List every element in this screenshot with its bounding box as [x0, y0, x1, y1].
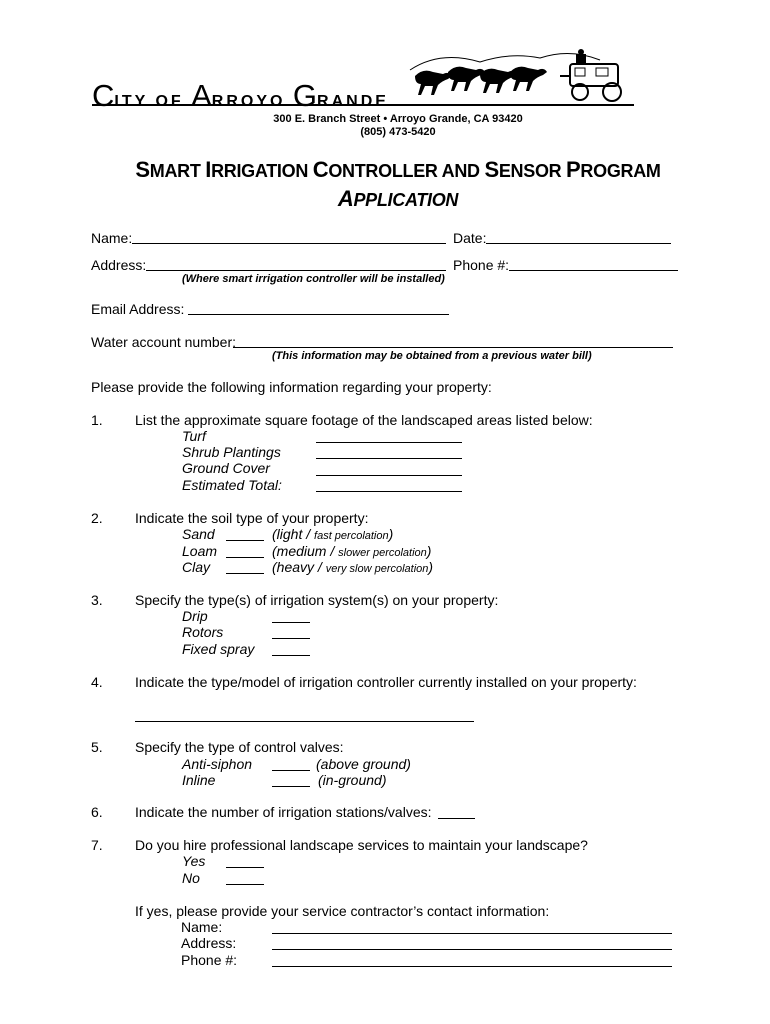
q6-text: Indicate the number of irrigation stations/valves: — [135, 804, 432, 820]
q7-no-label: No — [182, 870, 200, 886]
contractor-address-field[interactable] — [272, 949, 672, 950]
q5-antisiphon-field[interactable] — [272, 770, 310, 771]
name-field[interactable] — [132, 243, 446, 244]
water-account-field[interactable] — [233, 347, 673, 348]
q7-followup-text: If yes, please provide your service contractor’s contact information: — [135, 903, 550, 919]
date-label: Date: — [453, 230, 487, 246]
water-account-label: Water account number: — [91, 334, 236, 350]
q1-item-groundcover: Ground Cover — [182, 460, 270, 476]
q6-number: 6. — [91, 804, 103, 820]
q2-loam-field[interactable] — [226, 557, 264, 558]
q6-stations-field[interactable] — [438, 818, 475, 819]
q5-inline-field[interactable] — [272, 786, 310, 787]
q5-number: 5. — [91, 739, 103, 755]
q7-number: 7. — [91, 837, 103, 853]
stagecoach-horses-logo — [400, 48, 640, 106]
q5-inline-note: (in-ground) — [318, 772, 387, 788]
q1-item-shrub: Shrub Plantings — [182, 444, 281, 460]
contractor-name-field[interactable] — [272, 933, 672, 934]
q2-sand-field[interactable] — [226, 540, 264, 541]
grande-word: RANDE — [317, 93, 389, 110]
address-field[interactable] — [146, 270, 446, 271]
water-account-note: (This information may be obtained from a previous water bill) — [272, 350, 592, 362]
q3-rotors-label: Rotors — [182, 624, 224, 640]
q4-controller-field[interactable] — [135, 721, 474, 722]
arroyo-initial: A — [191, 78, 212, 113]
grande-initial: G — [292, 78, 318, 113]
contractor-phone-field[interactable] — [272, 966, 672, 967]
q2-clay-field[interactable] — [226, 573, 264, 574]
q5-inline-label: Inline — [182, 772, 216, 788]
q5-antisiphon-label: Anti-siphon — [182, 756, 253, 772]
q2-text: Indicate the soil type of your property: — [135, 510, 369, 526]
q1-item-turf: Turf — [182, 428, 206, 444]
contractor-name-label: Name: — [181, 919, 223, 935]
q2-number: 2. — [91, 510, 103, 526]
q5-text: Specify the type of control valves: — [135, 739, 344, 755]
form-title: SMART IRRIGATION CONTROLLER AND SENSOR PROGRAM — [135, 157, 661, 182]
email-label: Email Address: — [91, 301, 185, 317]
city-address: 300 E. Branch Street • Arroyo Grande, CA 93420 — [273, 113, 523, 125]
q2-loam-label: Loam — [182, 543, 218, 559]
address-note: (Where smart irrigation controller will be installed) — [182, 273, 445, 285]
city-word: ITY OF — [114, 93, 192, 110]
q7-no-field[interactable] — [226, 884, 264, 885]
q1-shrub-field[interactable] — [316, 458, 462, 459]
arroyo-word: RROYO — [211, 93, 293, 110]
q3-fixedspray-field[interactable] — [272, 655, 310, 656]
city-name-heading — [92, 78, 389, 114]
q7-yes-field[interactable] — [226, 867, 264, 868]
q3-number: 3. — [91, 592, 103, 608]
name-label: Name: — [91, 230, 133, 246]
form-subtitle: APPLICATION — [337, 186, 459, 211]
q1-total-field[interactable] — [316, 491, 462, 492]
q1-item-total: Estimated Total: — [182, 477, 282, 493]
q3-rotors-field[interactable] — [272, 638, 310, 639]
q2-loam-desc: (medium / slower percolation) — [272, 543, 432, 559]
q2-sand-label: Sand — [182, 526, 215, 542]
q1-number: 1. — [91, 412, 103, 428]
q2-clay-label: Clay — [182, 559, 211, 575]
q3-fixedspray-label: Fixed spray — [182, 641, 255, 657]
q1-turf-field[interactable] — [316, 442, 462, 443]
phone-field[interactable] — [509, 270, 678, 271]
contractor-phone-label: Phone #: — [181, 952, 238, 968]
q3-drip-label: Drip — [182, 608, 208, 624]
q7-text: Do you hire professional landscape services to maintain your landscape? — [135, 837, 588, 853]
q4-text: Indicate the type/model of irrigation controller currently installed on your property: — [135, 674, 637, 690]
q4-number: 4. — [91, 674, 103, 690]
city-phone: (805) 473-5420 — [360, 126, 436, 138]
contractor-address-label: Address: — [181, 935, 237, 951]
intro-text: Please provide the following information regarding your property: — [91, 379, 492, 395]
q5-antisiphon-note: (above ground) — [316, 756, 411, 772]
city-initial: C — [92, 78, 115, 113]
q1-groundcover-field[interactable] — [316, 475, 462, 476]
email-field[interactable] — [188, 314, 449, 315]
q3-drip-field[interactable] — [272, 622, 310, 623]
phone-label: Phone #: — [453, 257, 510, 273]
q2-sand-desc: (light / fast percolation) — [272, 526, 394, 542]
q2-clay-desc: (heavy / very slow percolation) — [272, 559, 434, 575]
q7-yes-label: Yes — [182, 853, 206, 869]
address-label: Address: — [91, 257, 147, 273]
q3-text: Specify the type(s) of irrigation system(s) on your property: — [135, 592, 499, 608]
date-field[interactable] — [486, 243, 671, 244]
q1-text: List the approximate square footage of the landscaped areas listed below: — [135, 412, 593, 428]
